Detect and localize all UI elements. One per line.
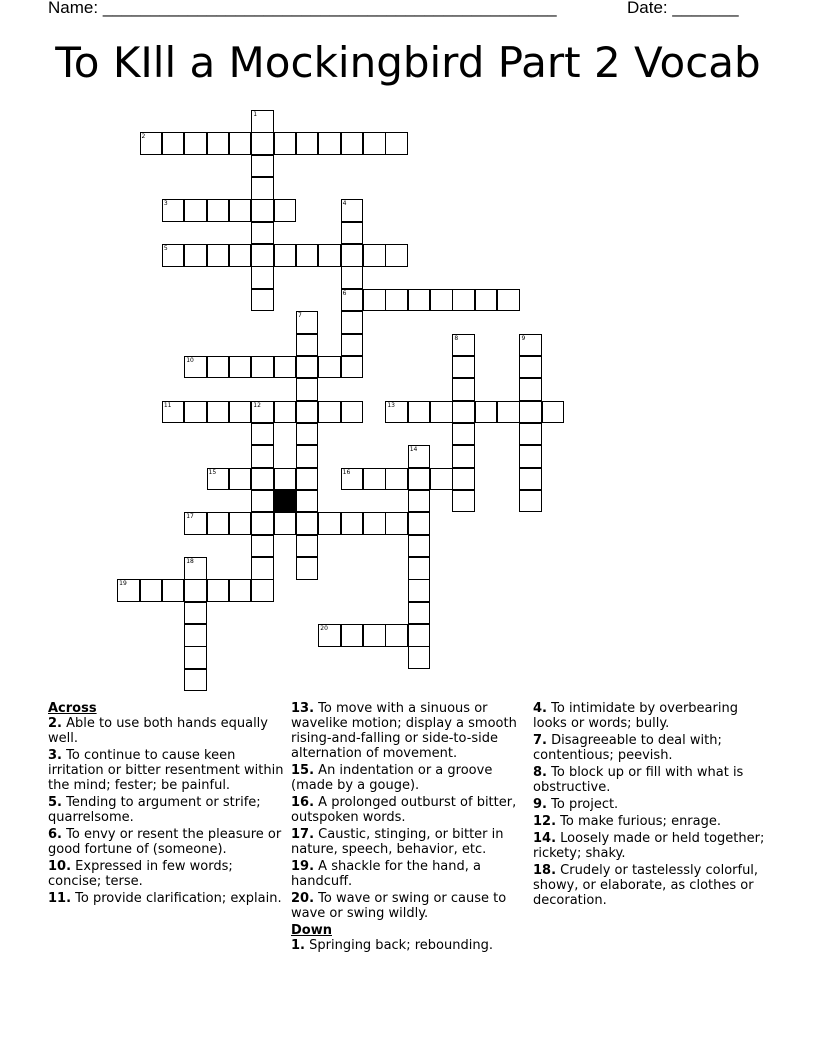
grid-cell[interactable] (296, 557, 319, 580)
grid-cell[interactable] (251, 512, 274, 535)
grid-cell[interactable] (475, 289, 498, 312)
clue-text: Caustic, stinging, or bitter in nature, speech, behavior, etc. (291, 827, 504, 857)
clue-number: 17 (186, 513, 194, 521)
grid-cell[interactable] (184, 356, 207, 379)
grid-cell[interactable] (452, 334, 475, 357)
grid-cell[interactable] (251, 266, 274, 289)
grid-cell[interactable] (207, 356, 230, 379)
grid-cell[interactable] (408, 646, 431, 669)
grid-cell[interactable] (162, 132, 185, 155)
grid-cell[interactable] (341, 244, 364, 267)
clue-number: 2 (141, 133, 146, 141)
grid-cell[interactable] (341, 199, 364, 222)
grid-cell[interactable] (274, 512, 297, 535)
grid-cell[interactable] (251, 110, 274, 133)
clue-text: A shackle for the hand, a handcuff. (291, 859, 481, 889)
grid-cell[interactable] (251, 177, 274, 200)
grid-cell[interactable] (430, 289, 453, 312)
clue-number: 4 (342, 200, 347, 208)
clue-number: 10. (48, 859, 72, 874)
clue-number: 6 (342, 289, 347, 297)
clue-text: An indentation or a groove (made by a gouge). (291, 763, 493, 793)
grid-cell[interactable] (251, 579, 274, 602)
grid-cell[interactable] (542, 401, 565, 424)
grid-cell[interactable] (519, 468, 542, 491)
clue-text: To continue to cause keen irritation or bitter resentment within the mind; fester; be painful. (48, 748, 284, 793)
grid-cell[interactable] (385, 244, 408, 267)
grid-cell[interactable] (184, 132, 207, 155)
grid-cell[interactable] (318, 356, 341, 379)
grid-cell[interactable] (296, 423, 319, 446)
clue-number: 20 (320, 625, 328, 633)
grid-cell[interactable] (519, 445, 542, 468)
grid-cell[interactable] (341, 401, 364, 424)
down-clue (533, 797, 771, 812)
grid-cell[interactable] (251, 289, 274, 312)
grid-cell[interactable] (207, 401, 230, 424)
grid-cell[interactable] (318, 624, 341, 647)
grid-cell[interactable] (207, 468, 230, 491)
grid-cell[interactable] (363, 468, 386, 491)
down-clue (533, 863, 771, 908)
grid-cell[interactable] (251, 535, 274, 558)
grid-cell[interactable] (341, 132, 364, 155)
down-clue (533, 765, 771, 795)
grid-cell[interactable] (452, 445, 475, 468)
grid-cell[interactable] (251, 468, 274, 491)
grid-cell[interactable] (251, 132, 274, 155)
grid-cell[interactable] (251, 356, 274, 379)
clue-number: 11. (48, 891, 72, 906)
grid-cell[interactable] (430, 401, 453, 424)
grid-cell[interactable] (296, 445, 319, 468)
grid-cell[interactable] (519, 490, 542, 513)
clue-text: Crudely or tastelessly colorful, showy, or elaborate, as clothes or decoration. (533, 863, 759, 908)
grid-cell[interactable] (140, 579, 163, 602)
grid-cell[interactable] (363, 624, 386, 647)
grid-cell[interactable] (452, 356, 475, 379)
clue-number: 4. (533, 701, 547, 716)
shaded-cell (274, 490, 297, 513)
grid-cell[interactable] (251, 155, 274, 178)
clue-text: To wave or swing or cause to wave or swing wildly. (291, 891, 507, 921)
clues-column-2 (291, 701, 529, 955)
clue-text: To move with a sinuous or wavelike motion; display a smooth rising-and-falling or side-to-side alternation of movement. (291, 701, 517, 761)
clue-number: 20. (291, 891, 315, 906)
grid-cell[interactable] (296, 512, 319, 535)
across-clue (48, 859, 286, 889)
grid-cell[interactable] (408, 445, 431, 468)
down-clue (533, 733, 771, 763)
grid-cell[interactable] (274, 401, 297, 424)
down-clue (533, 831, 771, 861)
grid-cell[interactable] (408, 535, 431, 558)
clue-number: 16 (342, 468, 351, 476)
grid-cell[interactable] (117, 579, 140, 602)
grid-cell[interactable] (408, 557, 431, 580)
clue-number: 13 (387, 401, 395, 409)
grid-cell[interactable] (184, 646, 207, 669)
grid-cell[interactable] (251, 222, 274, 245)
grid-cell[interactable] (296, 334, 319, 357)
grid-cell[interactable] (296, 535, 319, 558)
clue-number: 1. (291, 938, 305, 953)
grid-cell[interactable] (318, 244, 341, 267)
across-clue (291, 763, 529, 793)
grid-cell[interactable] (452, 401, 475, 424)
grid-cell[interactable] (408, 512, 431, 535)
grid-cell[interactable] (408, 401, 431, 424)
clue-text: Tending to argument or strife; quarrelsome. (48, 795, 261, 825)
grid-cell[interactable] (341, 624, 364, 647)
clue-number: 19. (291, 859, 315, 874)
grid-cell[interactable] (251, 490, 274, 513)
clue-number: 16. (291, 795, 315, 810)
across-clue (291, 701, 529, 761)
grid-cell[interactable] (251, 557, 274, 580)
grid-cell[interactable] (430, 468, 453, 491)
grid-cell[interactable] (184, 579, 207, 602)
clue-number: 12 (253, 401, 261, 409)
grid-cell[interactable] (296, 311, 319, 334)
grid-cell[interactable] (452, 378, 475, 401)
grid-cell[interactable] (318, 132, 341, 155)
grid-cell[interactable] (296, 378, 319, 401)
grid-cell[interactable] (385, 468, 408, 491)
grid-cell[interactable] (229, 199, 252, 222)
clues-column-1 (48, 701, 286, 908)
grid-cell[interactable] (341, 266, 364, 289)
across-heading: Across (48, 701, 97, 716)
clue-text: Springing back; rebounding. (309, 938, 493, 953)
grid-cell[interactable] (229, 468, 252, 491)
across-clue (48, 827, 286, 857)
clue-number: 1 (253, 111, 258, 118)
clue-text: Loosely made or held together; rickety; shaky. (533, 831, 765, 861)
grid-cell[interactable] (341, 222, 364, 245)
grid-cell[interactable] (207, 132, 230, 155)
clue-number: 7. (533, 733, 547, 748)
grid-cell[interactable] (408, 602, 431, 625)
name-label: Name: (48, 0, 99, 17)
grid-cell[interactable] (162, 579, 185, 602)
grid-cell[interactable] (296, 356, 319, 379)
clue-number: 8 (454, 334, 459, 342)
clue-number: 5. (48, 795, 62, 810)
grid-cell[interactable] (363, 289, 386, 312)
grid-cell[interactable] (408, 624, 431, 647)
name-line: ________________________________________________ (102, 0, 557, 17)
grid-cell[interactable] (251, 199, 274, 222)
grid-cell[interactable] (318, 512, 341, 535)
grid-cell[interactable] (229, 512, 252, 535)
grid-cell[interactable] (341, 289, 364, 312)
clue-text: Expressed in few words; concise; terse. (48, 859, 233, 889)
grid-cell[interactable] (452, 468, 475, 491)
down-clue (533, 701, 771, 731)
grid-cell[interactable] (184, 669, 207, 692)
clue-text: To make furious; enrage. (560, 814, 721, 829)
grid-cell[interactable] (162, 401, 185, 424)
clue-number: 14. (533, 831, 557, 846)
grid-cell[interactable] (452, 423, 475, 446)
clue-number: 18 (186, 558, 194, 565)
grid-cell[interactable] (229, 244, 252, 267)
clue-text: To block up or fill with what is obstructive. (533, 765, 744, 795)
clue-number: 8. (533, 765, 547, 780)
grid-cell[interactable] (274, 132, 297, 155)
across-clue (48, 891, 286, 906)
clue-number: 12. (533, 814, 557, 829)
grid-cell[interactable] (184, 557, 207, 580)
clue-text: To provide clarification; explain. (75, 891, 282, 906)
grid-cell[interactable] (519, 378, 542, 401)
grid-cell[interactable] (519, 423, 542, 446)
down-heading: Down (291, 923, 332, 938)
across-clue (48, 795, 286, 825)
across-clue (291, 891, 529, 921)
across-clue (291, 795, 529, 825)
clue-text: To intimidate by overbearing looks or words; bully. (533, 701, 738, 731)
across-clue (48, 716, 286, 746)
grid-cell[interactable] (408, 468, 431, 491)
grid-cell[interactable] (341, 468, 364, 491)
clue-number: 15 (208, 468, 217, 476)
grid-cell[interactable] (385, 289, 408, 312)
grid-cell[interactable] (274, 244, 297, 267)
clue-number: 2. (48, 716, 62, 731)
grid-cell[interactable] (207, 244, 230, 267)
grid-cell[interactable] (363, 132, 386, 155)
across-clue (291, 827, 529, 857)
clues-column-3 (533, 701, 771, 910)
clue-text: Able to use both hands equally well. (48, 716, 268, 746)
grid-cell[interactable] (519, 334, 542, 357)
grid-cell[interactable] (385, 401, 408, 424)
grid-cell[interactable] (385, 624, 408, 647)
grid-cell[interactable] (408, 579, 431, 602)
grid-cell[interactable] (229, 401, 252, 424)
clue-number: 9 (521, 334, 526, 342)
grid-cell[interactable] (408, 490, 431, 513)
grid-cell[interactable] (162, 199, 185, 222)
clue-text: A prolonged outburst of bitter, outspoken words. (291, 795, 517, 825)
clue-number: 9. (533, 797, 547, 812)
grid-cell[interactable] (519, 356, 542, 379)
grid-cell[interactable] (341, 334, 364, 357)
grid-cell[interactable] (296, 490, 319, 513)
date-line: _______ (672, 0, 739, 17)
grid-cell[interactable] (140, 132, 163, 155)
grid-cell[interactable] (162, 244, 185, 267)
grid-cell[interactable] (452, 490, 475, 513)
grid-cell[interactable] (296, 401, 319, 424)
grid-cell[interactable] (497, 289, 520, 312)
grid-cell[interactable] (296, 244, 319, 267)
grid-cell[interactable] (251, 423, 274, 446)
clue-number: 3 (163, 200, 168, 208)
grid-cell[interactable] (184, 624, 207, 647)
clue-text: To project. (551, 797, 619, 812)
clue-number: 7 (297, 312, 302, 320)
grid-cell[interactable] (385, 132, 408, 155)
clue-number: 14 (409, 446, 418, 454)
grid-cell[interactable] (184, 244, 207, 267)
grid-cell[interactable] (184, 512, 207, 535)
grid-cell[interactable] (207, 199, 230, 222)
grid-cell[interactable] (184, 602, 207, 625)
grid-cell[interactable] (229, 579, 252, 602)
down-clue (533, 814, 771, 829)
clue-text: Disagreeable to deal with; contentious; peevish. (533, 733, 722, 763)
across-clue (291, 859, 529, 889)
page-title: To KIll a Mockingbird Part 2 Vocab (55, 38, 761, 87)
clue-number: 5 (163, 245, 168, 253)
grid-cell[interactable] (475, 401, 498, 424)
clue-number: 13. (291, 701, 315, 716)
grid-cell[interactable] (251, 244, 274, 267)
across-clue (48, 748, 286, 793)
grid-cell[interactable] (519, 401, 542, 424)
grid-cell[interactable] (363, 244, 386, 267)
grid-cell[interactable] (229, 356, 252, 379)
clue-text: To envy or resent the pleasure or good fortune of (someone). (48, 827, 282, 857)
clue-number: 11 (163, 401, 172, 409)
grid-cell[interactable] (274, 468, 297, 491)
clue-number: 6. (48, 827, 62, 842)
clue-number: 3. (48, 748, 62, 763)
clue-number: 17. (291, 827, 315, 842)
grid-cell[interactable] (363, 512, 386, 535)
grid-cell[interactable] (229, 132, 252, 155)
grid-cell[interactable] (318, 401, 341, 424)
grid-cell[interactable] (207, 512, 230, 535)
down-clue (291, 938, 529, 953)
grid-cell[interactable] (274, 356, 297, 379)
grid-cell[interactable] (296, 468, 319, 491)
grid-cell[interactable] (274, 199, 297, 222)
grid-cell[interactable] (341, 356, 364, 379)
grid-cell[interactable] (251, 445, 274, 468)
grid-cell[interactable] (497, 401, 520, 424)
clue-number: 19 (119, 580, 127, 588)
grid-cell[interactable] (341, 512, 364, 535)
grid-cell[interactable] (296, 132, 319, 155)
grid-cell[interactable] (184, 199, 207, 222)
grid-cell[interactable] (207, 579, 230, 602)
grid-cell[interactable] (452, 289, 475, 312)
clue-number: 10 (186, 356, 194, 364)
grid-cell[interactable] (341, 311, 364, 334)
grid-cell[interactable] (408, 289, 431, 312)
date-label: Date: (627, 0, 668, 17)
grid-cell[interactable] (184, 401, 207, 424)
clue-number: 15. (291, 763, 315, 778)
grid-cell[interactable] (251, 401, 274, 424)
clue-number: 18. (533, 863, 557, 878)
grid-cell[interactable] (385, 512, 408, 535)
